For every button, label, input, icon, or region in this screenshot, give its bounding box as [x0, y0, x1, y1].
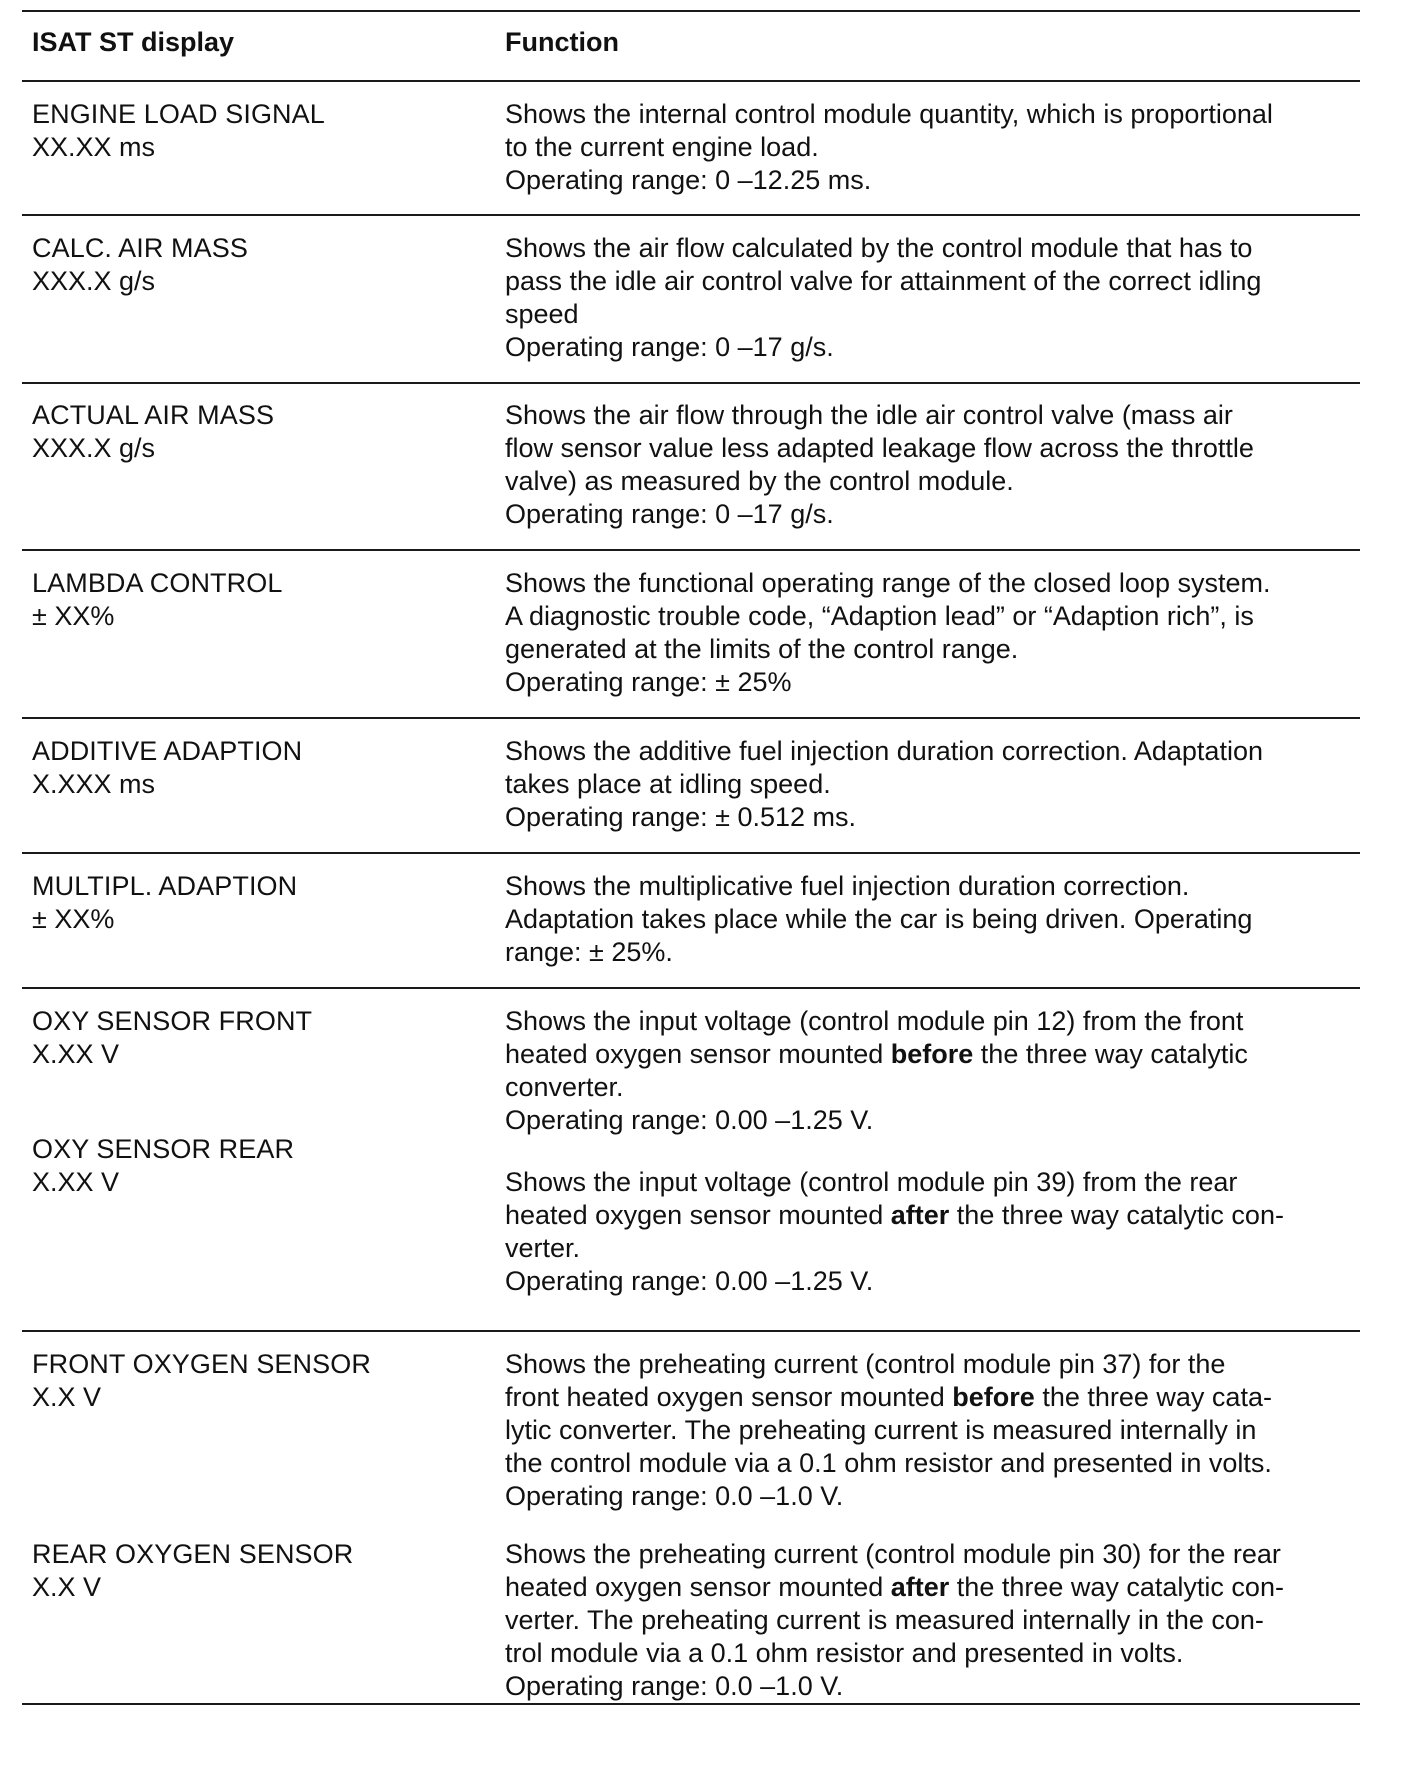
display-name: ENGINE LOAD SIGNAL [32, 99, 325, 129]
display-unit: X.X V [32, 1382, 102, 1412]
row-6-display [32, 1005, 472, 1071]
function-emphasis: before [952, 1382, 1035, 1412]
function-text: Operating range: 0.00 –1.25 V. [505, 1105, 874, 1135]
row-divider [22, 852, 1360, 854]
display-unit: X.XX V [32, 1167, 120, 1197]
function-line: pass the idle air control valve for attainment of the correct idling [505, 266, 1262, 296]
function-text: heated oxygen sensor mounted [505, 1039, 891, 1069]
function-text: converter. [505, 1072, 624, 1102]
row-2-display [32, 399, 472, 465]
display-unit: ± XX% [32, 904, 115, 934]
function-line: Shows the functional operating range of the closed loop system. [505, 568, 1271, 598]
display-unit: XXX.X g/s [32, 433, 156, 463]
function-line: flow sensor value less adapted leakage flow across the throttle [505, 433, 1254, 463]
display-name: OXY SENSOR FRONT [32, 1006, 313, 1036]
display-name: ADDITIVE ADAPTION [32, 736, 303, 766]
function-line [505, 1166, 1355, 1199]
display-unit: XXX.X g/s [32, 266, 156, 296]
function-text: Shows the input voltage (control module pin 39) from the rear [505, 1167, 1238, 1197]
function-line [505, 1232, 1355, 1265]
function-text: the three way cata- [1034, 1382, 1272, 1412]
function-line [505, 1414, 1355, 1447]
display-name: FRONT OXYGEN SENSOR [32, 1349, 371, 1379]
row-8-function [505, 1348, 1355, 1513]
function-text: the three way catalytic con- [949, 1572, 1284, 1602]
row-3-display [32, 567, 472, 633]
display-unit: XX.XX ms [32, 132, 156, 162]
display-name: OXY SENSOR REAR [32, 1134, 295, 1164]
row-divider [22, 214, 1360, 216]
function-line: Shows the internal control module quantity, which is proportional [505, 99, 1273, 129]
function-line: range: ± 25%. [505, 937, 673, 967]
function-line [505, 1381, 1355, 1414]
row-divider [22, 382, 1360, 384]
header-display: ISAT ST display [32, 27, 235, 57]
function-line: Adaptation takes place while the car is being driven. Operating [505, 904, 1253, 934]
function-line: Shows the multiplicative fuel injection duration correction. [505, 871, 1190, 901]
display-name: REAR OXYGEN SENSOR [32, 1539, 354, 1569]
function-text: Operating range: 0.00 –1.25 V. [505, 1266, 874, 1296]
function-line: valve) as measured by the control module. [505, 466, 1014, 496]
function-text: heated oxygen sensor mounted [505, 1200, 891, 1230]
header-function: Function [505, 27, 619, 57]
function-text: trol module via a 0.1 ohm resistor and presented in volts. [505, 1638, 1184, 1668]
function-line [505, 1005, 1355, 1038]
row-divider [22, 987, 1360, 989]
row-6-function [505, 1005, 1355, 1137]
function-line [505, 1604, 1355, 1637]
row-5-function [505, 870, 1355, 969]
function-text: heated oxygen sensor mounted [505, 1572, 891, 1602]
row-9-display [32, 1538, 472, 1604]
function-line: Operating range: 0 –12.25 ms. [505, 165, 872, 195]
function-line: Shows the additive fuel injection duration correction. Adaptation [505, 736, 1263, 766]
function-emphasis: after [890, 1572, 950, 1602]
function-line [505, 1104, 1355, 1137]
function-line: Shows the air flow through the idle air control valve (mass air [505, 400, 1233, 430]
function-text: Shows the preheating current (control module pin 37) for the [505, 1349, 1226, 1379]
function-line: to the current engine load. [505, 132, 819, 162]
row-0-function [505, 98, 1355, 197]
function-line [505, 1348, 1355, 1381]
row-2-function [505, 399, 1355, 531]
display-unit: X.XXX ms [32, 769, 156, 799]
function-text: verter. The preheating current is measured internally in the con- [505, 1605, 1264, 1635]
function-text: the three way catalytic [973, 1039, 1248, 1069]
display-name: LAMBDA CONTROL [32, 568, 283, 598]
row-divider [22, 717, 1360, 719]
row-divider [22, 549, 1360, 551]
row-4-display [32, 735, 472, 801]
function-line [505, 1670, 1355, 1703]
display-unit: X.X V [32, 1572, 102, 1602]
function-text: verter. [505, 1233, 581, 1263]
row-5-display [32, 870, 472, 936]
function-line [505, 1071, 1355, 1104]
function-line: Operating range: ± 25% [505, 667, 792, 697]
function-line: Operating range: 0 –17 g/s. [505, 499, 834, 529]
function-text: the control module via a 0.1 ohm resistor and presented in volts. [505, 1448, 1272, 1478]
row-divider [22, 1330, 1360, 1332]
display-unit: ± XX% [32, 601, 115, 631]
function-text: Operating range: 0.0 –1.0 V. [505, 1671, 844, 1701]
row-0-display [32, 98, 472, 164]
function-line [505, 1038, 1355, 1071]
function-emphasis: before [890, 1039, 974, 1069]
function-text: front heated oxygen sensor mounted [505, 1382, 953, 1412]
function-line [505, 1199, 1355, 1232]
row-1-display [32, 232, 472, 298]
function-text: the three way catalytic con- [949, 1200, 1284, 1230]
function-line: Operating range: 0 –17 g/s. [505, 332, 834, 362]
row-3-function [505, 567, 1355, 699]
function-line: speed [505, 299, 579, 329]
function-line [505, 1447, 1355, 1480]
top-rule [22, 10, 1360, 12]
row-4-function [505, 735, 1355, 834]
header-rule [22, 80, 1360, 82]
function-emphasis: after [890, 1200, 950, 1230]
display-name: MULTIPL. ADAPTION [32, 871, 298, 901]
function-text: Shows the input voltage (control module pin 12) from the front [505, 1006, 1244, 1036]
row-7-function [505, 1166, 1355, 1298]
function-text: lytic converter. The preheating current is measured internally in [505, 1415, 1257, 1445]
display-name: ACTUAL AIR MASS [32, 400, 275, 430]
function-line [505, 1480, 1355, 1513]
row-7-display [32, 1133, 472, 1199]
function-line [505, 1265, 1355, 1298]
row-1-function [505, 232, 1355, 364]
function-line: Operating range: ± 0.512 ms. [505, 802, 857, 832]
row-8-display [32, 1348, 472, 1414]
function-text: Operating range: 0.0 –1.0 V. [505, 1481, 844, 1511]
row-9-function [505, 1538, 1355, 1703]
function-line: generated at the limits of the control range. [505, 634, 1019, 664]
function-line [505, 1637, 1355, 1670]
function-line [505, 1571, 1355, 1604]
display-name: CALC. AIR MASS [32, 233, 248, 263]
function-line: takes place at idling speed. [505, 769, 831, 799]
function-line: A diagnostic trouble code, “Adaption lead” or “Adaption rich”, is [505, 601, 1254, 631]
display-unit: X.XX V [32, 1039, 120, 1069]
bottom-rule [22, 1703, 1360, 1705]
function-line [505, 1538, 1355, 1571]
function-text: Shows the preheating current (control module pin 30) for the rear [505, 1539, 1281, 1569]
function-line: Shows the air flow calculated by the control module that has to [505, 233, 1253, 263]
